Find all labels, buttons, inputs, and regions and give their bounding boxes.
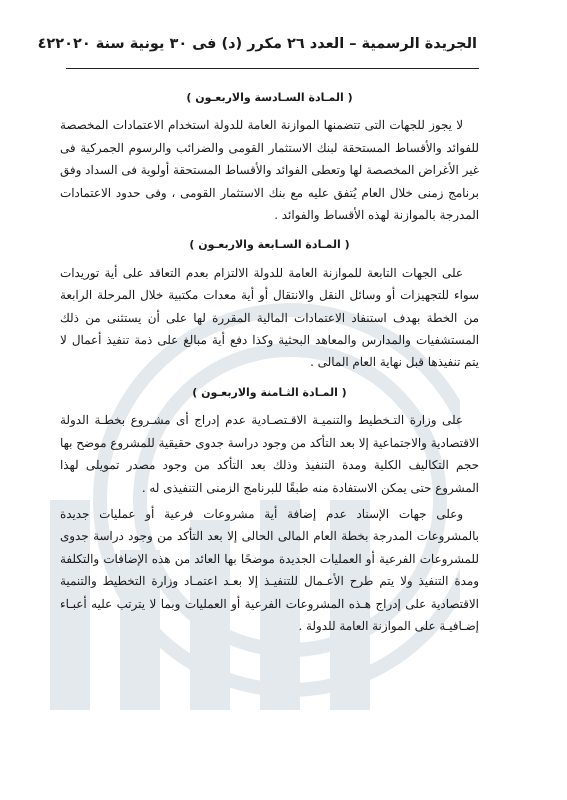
gazette-title: الجريدة الرسمية – العدد ٢٦ مكرر (د) فى ٣٠ يونية سنة ٢٠٢٠	[55, 36, 477, 52]
article-46-title: ( المـادة السـادسة والاربعـون )	[186, 91, 353, 104]
page-header	[37, 36, 477, 52]
header-divider	[66, 68, 479, 69]
article-48-paragraph-2: وعلى جهات الإسناد عدم إضافة أية مشروعات فرعية أو عمليات جديدة بالمشروعات المدرجة بخطة العام المالى الحالى إلا بعد التأكد من وجود دراسة جدوى للمشروعات الفرعية أو العمليات الجديدة موضحًا بها العائد من هذه الإضافات والتكلفة ومدة التنفيذ ولا يتم طرح الأعـمال للتنفيـذ إلا بعـد اعتمـاد وزارة التخطيط والتنمية الاقتصادية على إدراج هـذه المشروعات الفرعية أو العمليات وبما لا يترتب عليه أعبـاء إضـافيـة على الموازنة العامة للدولة .	[60, 506, 479, 633]
document-body	[60, 86, 479, 641]
article-46-paragraph: لا يجوز للجهات التى تتضمنها الموازنة العامة للدولة استخدام الاعتمادات المخصصة للفوائد والأقساط المستحقة لبنك الاستثمار القومى والضرائب والرسوم الجمركية فى غير الأغراض المخصصة لها وتعطى الفوائد والأقساط المستحقة أولوية فى السداد وفق برنامج زمنى خلال العام يُتفق عليه مع بنك الاستثمار القومى ، وفى حدود الاعتمادات المدرجة بالموازنة لهذه الأقساط والفوائد .	[60, 118, 479, 223]
article-47-title: ( المـادة السـابعة والاربعـون )	[189, 238, 350, 252]
article-48-paragraph-1: على وزارة التـخطيط والتنميـة الاقـتصـادية عدم إدراج أى مشـروع بخطـة الدولة الاقتصادية والاجتماعية إلا بعد التأكد من وجود دراسة جدوى حقيقية للمشروع موضح بها حجم التكاليف الكلية ومدة التنفيذ وذلك بعد التأكد من وجود مصدر تمويلى لهذا المشروع حتى يمكن الاستفادة منه طبقًا للبرنامج الزمنى التنفيذى له .	[60, 413, 479, 495]
article-48-title: ( المـادة الثـامنة والاربعـون )	[192, 385, 347, 399]
article-47-paragraph: على الجهات التابعة للموازنة العامة للدولة الالتزام بعدم التعاقد على أية توريدات سواء للتجهيزات أو وسائل النقل والانتقال أو أية معدات مكتبية خلال المرحلة الرابعة من الخطة بهدف استنفاد الاعتمادات المالية المقررة لها على أن يستثنى من ذلك المستشفيات والمدارس والمعاهد البحثية وكذا دفع أية مبالغ على ذمة تنفيذ أعمال لا يتم تنفيذها قبل نهاية العام المالى .	[60, 265, 479, 370]
page-number: ٤٢	[37, 36, 56, 52]
